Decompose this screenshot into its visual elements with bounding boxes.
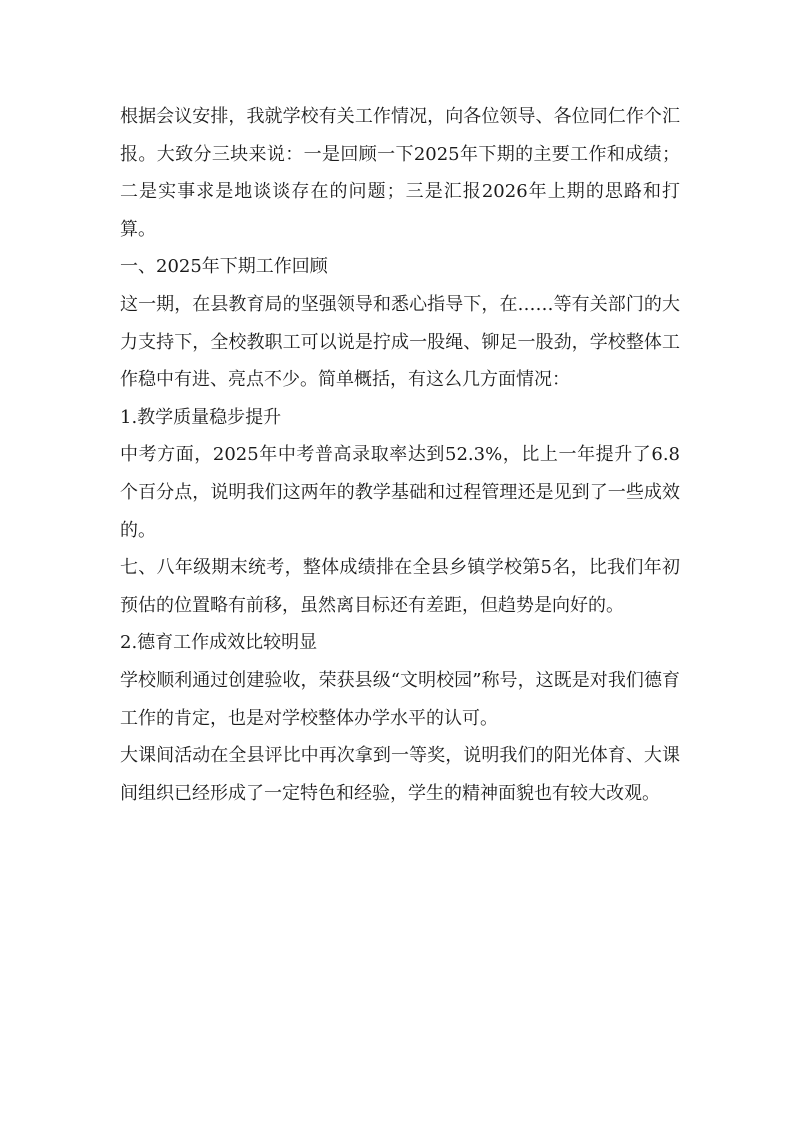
- civilized-campus-paragraph: 学校顺利通过创建验收，荣获县级“文明校园”称号，这既是对我们德育工作的肯定，也是对学校整体办学水平的认可。: [120, 669, 680, 729]
- exam-paragraph: 中考方面，2025年中考普高录取率达到52.3%，比上一年提升了6.8个百分点，说明我们这两年的教学基础和过程管理还是见到了一些成效的。: [120, 444, 680, 541]
- intro-paragraph: 根据会议安排，我就学校有关工作情况，向各位领导、各位同仁作个汇报。大致分三块来说：一是回顾一下2025年下期的主要工作和成绩；二是实事求是地谈谈存在的问题；三是汇报2026年上期的思路和打算。: [120, 106, 680, 240]
- subheading-moral-education: 2.德育工作成效比较明显: [120, 632, 318, 654]
- break-activity-paragraph: 大课间活动在全县评比中再次拿到一等奖，说明我们的阳光体育、大课间组织已经形成了一定特色和经验，学生的精神面貌也有较大改观。: [120, 745, 680, 804]
- subheading-teaching-quality: 1.教学质量稳步提升: [120, 406, 282, 428]
- section-heading-review: 一、2025年下期工作回顾: [120, 256, 328, 278]
- overview-paragraph: 这一期，在县教育局的坚强领导和悉心指导下，在……等有关部门的大力支持下，全校教职工可以说是拧成一股绳、铆足一股劲，学校整体工作稳中有进、亮点不少。简单概括，有这么几方面情况：: [120, 293, 680, 391]
- grade-exam-paragraph: 七、八年级期末统考，整体成绩排在全县乡镇学校第5名，比我们年初预估的位置略有前移，虽然离目标还有差距，但趋势是向好的。: [120, 557, 680, 616]
- document-body: [120, 98, 680, 812]
